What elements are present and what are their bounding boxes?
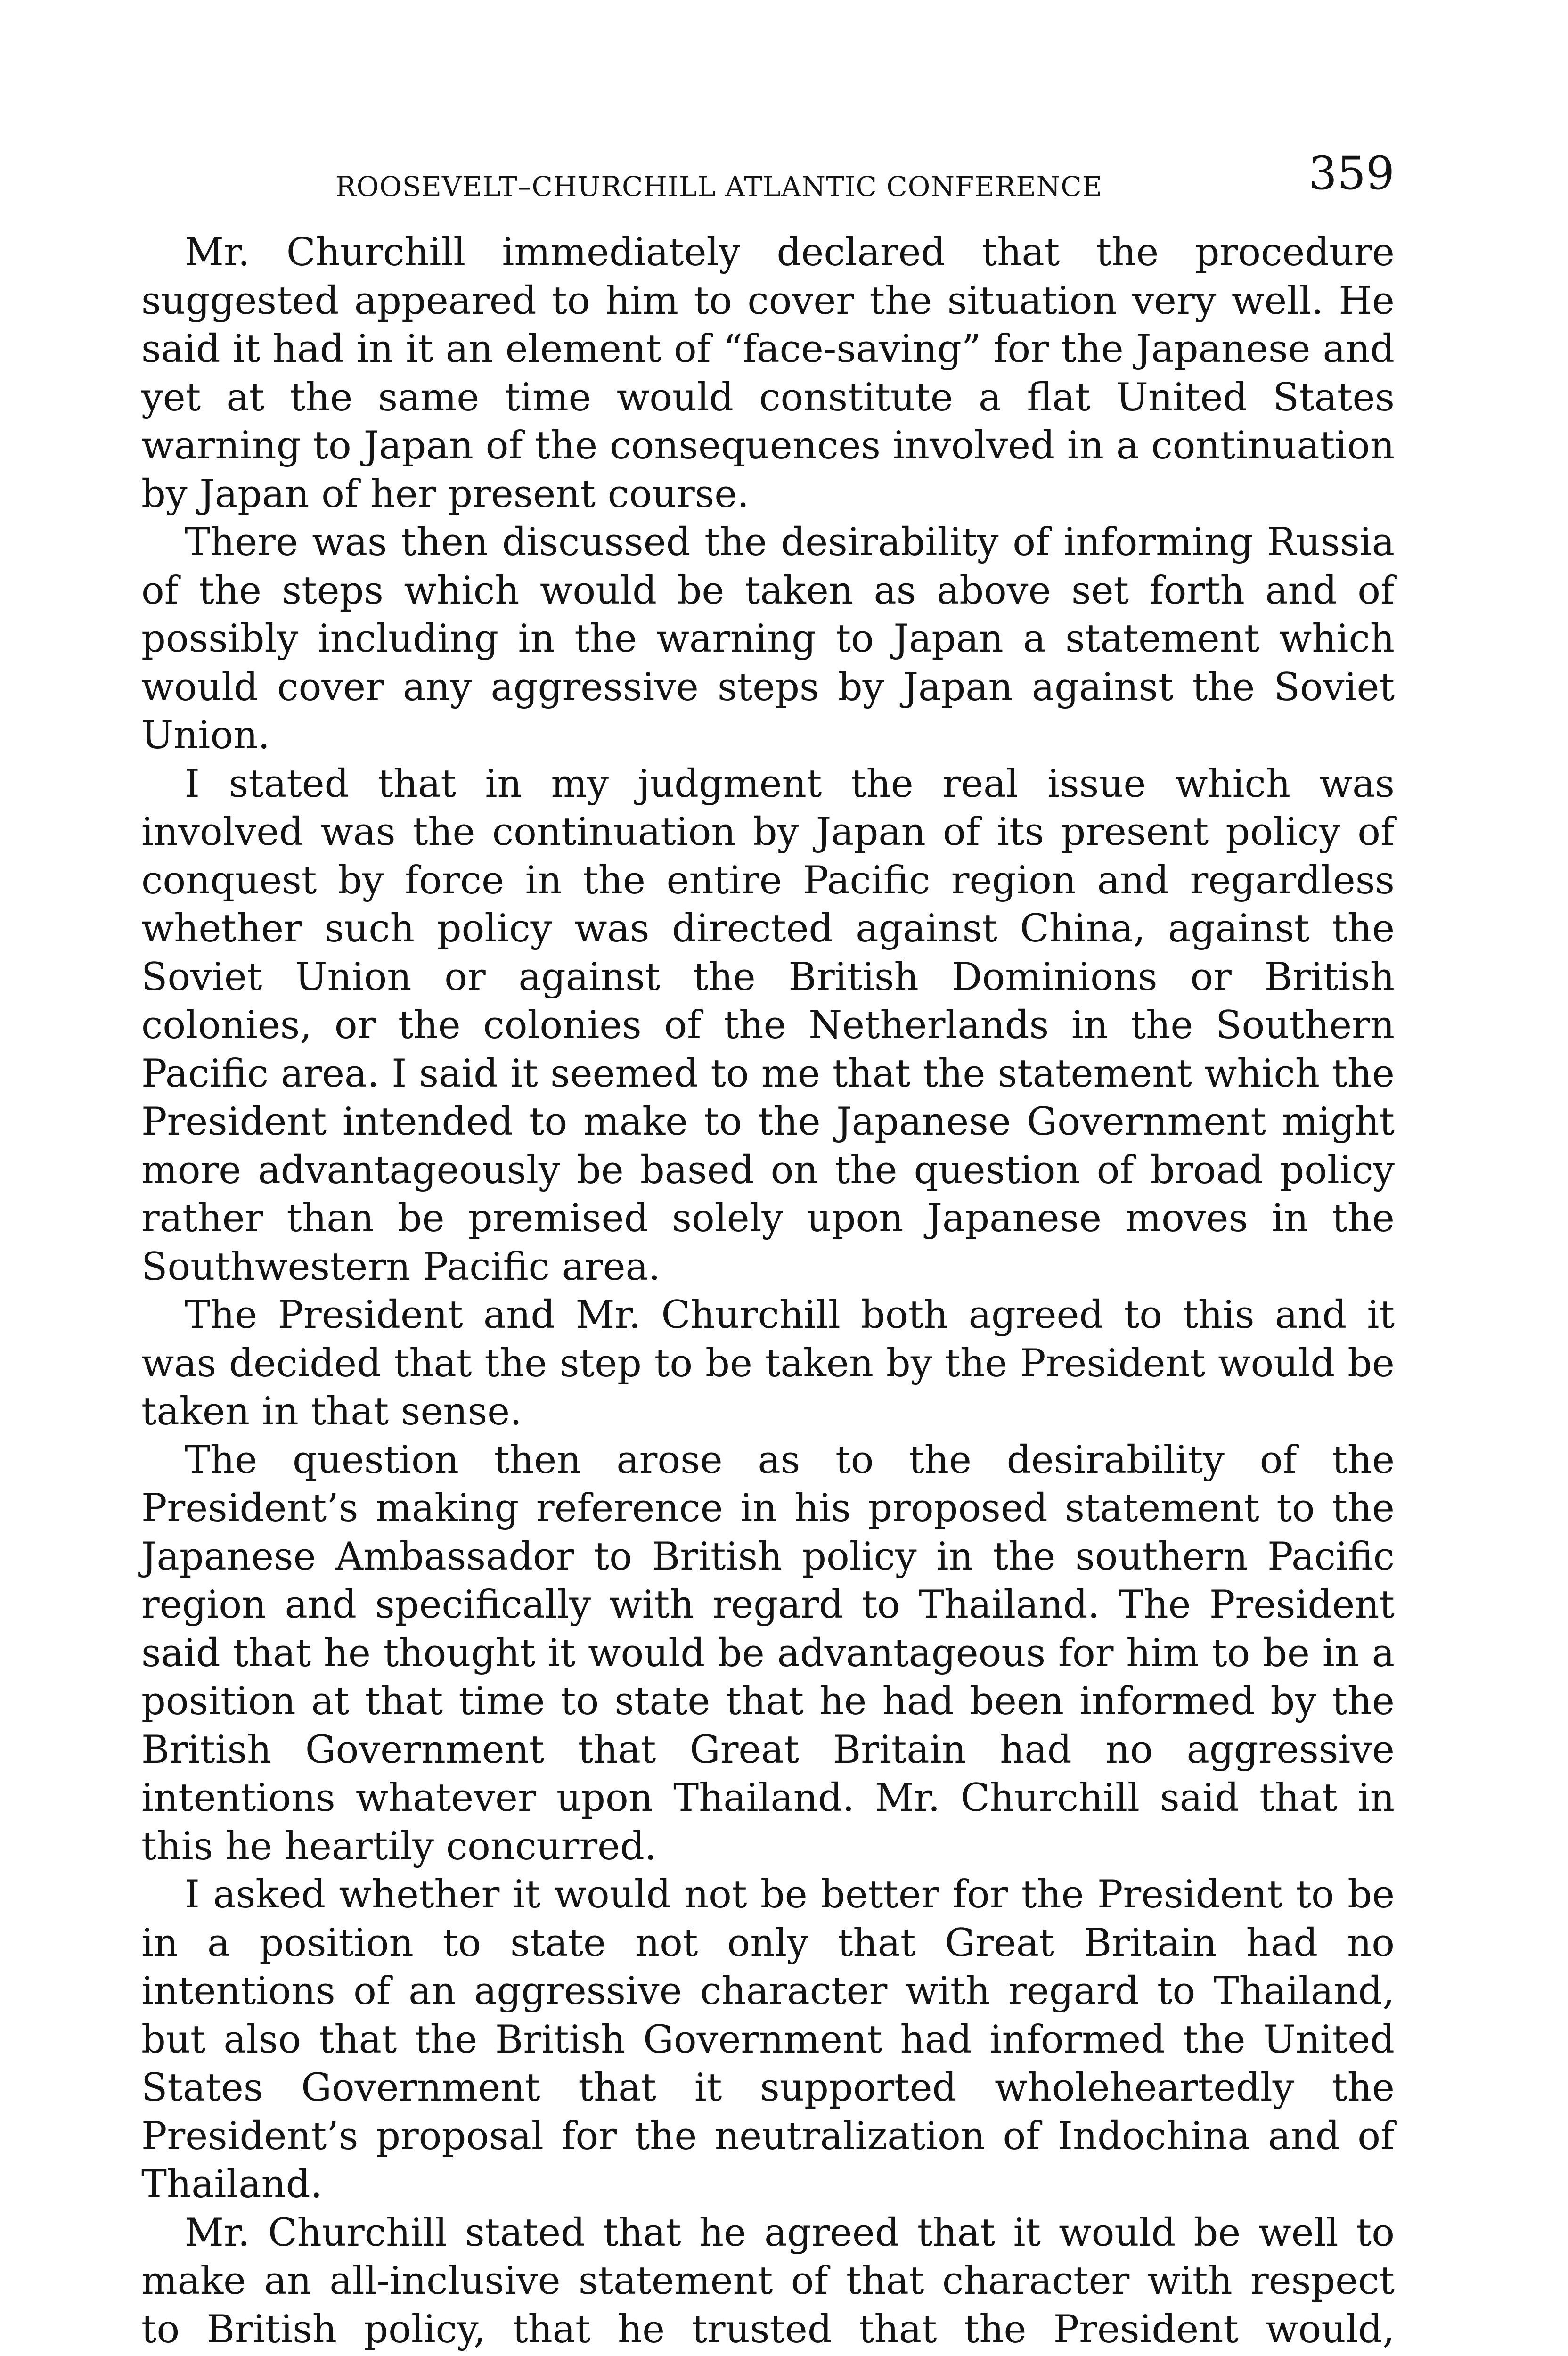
paragraph-3: I stated that in my judgment the real issue which was involved was the continuation by Japan of its present policy of conquest by force in the entire Pacific region and regardless whether such policy was directed against China, against the Soviet Union or against the British Dominions or British colonies, or the colonies of the Netherlands in the Southern Pacific area. I said it seemed to me that the statement which the President intended to make to the Japanese Government might more advantageously be based on the question of broad policy rather than be premised solely upon Japanese moves in the Southwestern Pacific area. — [141, 761, 1395, 1289]
paragraph-4: The President and Mr. Churchill both agreed to this and it was decided that the step to be taken by the President would be taken in that sense. — [141, 1293, 1395, 1434]
running-title: ROOSEVELT–CHURCHILL ATLANTIC CONFERENCE — [335, 171, 1103, 203]
paragraph-5: The question then arose as to the desirability of the President’s making reference in his proposed statement to the Japanese Ambassador to British policy in the southern Pacific region and specifically with regard to Thailand. The President said that he thought it would be advantageous for him to be in a position at that time to state that he had been informed by the British Government that Great Britain had no aggressive intentions whatever upon Thailand. Mr. Churchill said that in this he heartily concurred. — [141, 1438, 1395, 1869]
paragraph-7: Mr. Churchill stated that he agreed that it would be well to make an all-inclusive statement of that character with respect to British policy, that he trusted that the President would, — [141, 2210, 1395, 2352]
document-page — [141, 147, 1395, 2356]
running-head — [141, 147, 1395, 221]
paragraph-1: Mr. Churchill immediately declared that the procedure suggested appeared to him to cover the situation very well. He said it had in it an element of “face-saving” for the Japanese and yet at the same time would constitute a flat United States warning to Japan of the consequences involved in a continuation by Japan of her present course. — [141, 230, 1395, 516]
paragraph-6: I asked whether it would not be better for the President to be in a position to state not only that Great Britain had no intentions of an aggressive character with regard to Thailand, but also that the British Government had informed the United States Government that it supported wholeheartedly the President’s proposal for the neutralization of Indochina and of Thailand. — [141, 1873, 1395, 2207]
paragraph-2: There was then discussed the desirability of informing Russia of the steps which would be taken as above set forth and of possibly including in the warning to Japan a statement which would cover any aggressive steps by Japan against the Soviet Union. — [141, 520, 1395, 758]
body-text — [141, 229, 1395, 2356]
page-number: 359 — [1308, 147, 1395, 200]
